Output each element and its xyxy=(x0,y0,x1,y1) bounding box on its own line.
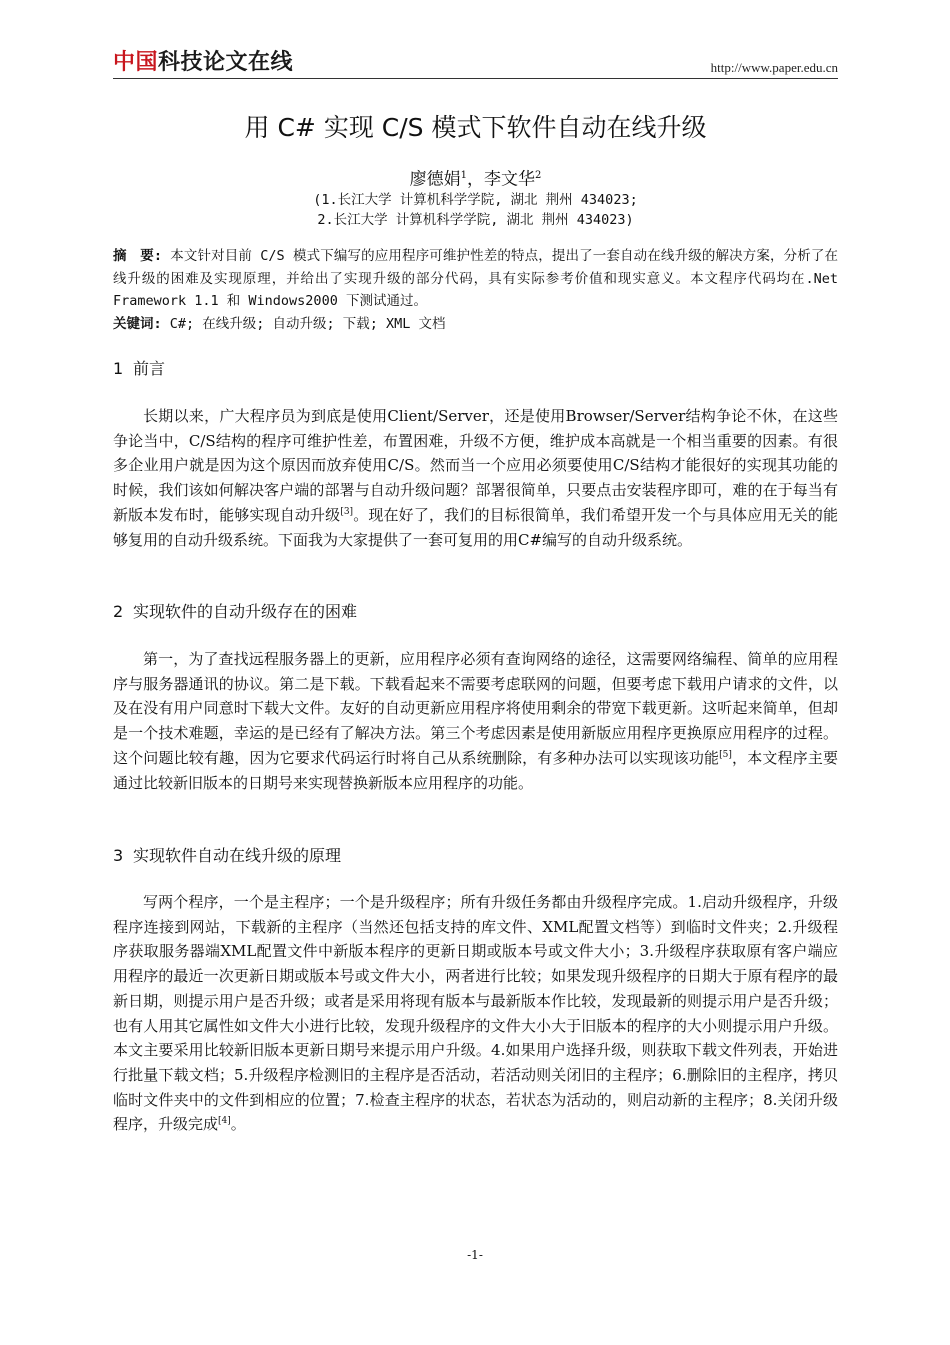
abstract-label: 摘 要: xyxy=(113,248,163,264)
page-header xyxy=(113,50,838,80)
paragraph-text: 。现在好了，我们的目标很简单，我们希望开发一个与具体应用无关的能够复用的自动升级系统。下面我为大家提供了一套可复用的用C#编写的自动升级系统。 xyxy=(113,505,838,549)
section-1-paragraph xyxy=(113,404,838,552)
paragraph-text: 第一，为了查找远程服务器上的更新，应用程序必须有查询网络的途径，这需要网络编程、简单的应用程序与服务器通讯的协议。第二是下载。下载看起来不需要考虑联网的问题，但要考虑下载用户请求的文件，以及在没有用户同意时下载大文件。友好的自动更新应用程序将使用剩余的带宽下载更新。这听起来简单，但却是一个技术难题，幸运的是已经有了解决方法。第三个考虑因素是使用新版应用程序更换原应用程序的过程。这个问题比较有趣，因为它要求代码运行时将自己从系统删除，有多种办法可以实现该功能 xyxy=(113,650,838,767)
paragraph-text: 。 xyxy=(230,1115,246,1134)
citation[interactable]: [4] xyxy=(218,1116,231,1127)
citation[interactable]: [5] xyxy=(719,749,732,760)
author-line xyxy=(113,164,838,192)
section-3-paragraph xyxy=(113,890,838,1137)
section-2-heading xyxy=(113,601,838,623)
section-number: 3 xyxy=(113,846,124,865)
author-1: 廖德娟 xyxy=(409,169,461,190)
keywords-text: C#; 在线升级; 自动升级; 下载; XML 文档 xyxy=(161,316,446,332)
paragraph-text: 写两个程序，一个是主程序；一个是升级程序；所有升级任务都由升级程序完成。1.启动升级程序，升级程序连接到网站，下载新的主程序（当然还包括支持的库文件、XML配置文档等）到临时文件夹；2.升级程序获取服务器端XML配置文件中新版本程序的更新日期或版本号或文件大小；3.升级程序获取原有客户端应用程序的最近一次更新日期或版本号或文件大小，两者进行比较；如果发现升级程序的日期大于原有程序的最新日期，则提示用户是否升级；或者是采用将现有版本与最新版本作比较，发现最新的则提示用户是否升级；也有人用其它属性如文件大小进行比较，发现升级程序的文件大小大于旧版本的程序的大小则提示用户升级。本文主要采用比较新旧版本更新日期号来提示用户升级。4.如果用户选择升级，则获取下载文件列表，开始进行批量下载文档；5.升级程序检测旧的主程序是否活动，若活动则关闭旧的主程序；6.删除旧的主程序，拷贝临时文件夹中的文件到相应的位置；7.检查主程序的状态，若状态为活动的，则启动新的主程序；8.关闭升级程序，升级完成 xyxy=(113,893,838,1134)
section-number: 2 xyxy=(113,602,124,621)
section-title: 前言 xyxy=(133,359,166,378)
page-number: -1- xyxy=(467,1248,483,1262)
author-2-affil-mark: 2 xyxy=(535,170,542,181)
author-2: 李文华 xyxy=(484,169,535,190)
paper-title: 用 C# 实现 C/S 模式下软件自动在线升级 xyxy=(244,113,707,142)
section-number: 1 xyxy=(113,359,124,378)
paragraph-text: 长期以来，广大程序员为到底是使用Client/Server，还是使用Browser/Server结构争论不休，在这些争论当中，C/S结构的程序可维护性差，布置困难，升级不方便，维护成本高就是一个相当重要的因素。有很多企业用户就是因为这个原因而放弃使用C/S。然而当一个应用必须要使用C/S结构才能很好的实现其功能的时候，我们该如何解决客户端的部署与自动升级问题？部署很简单，只要点击安装程序即可，难的在于每当有新版本发布时，能够实现自动升级 xyxy=(113,407,838,524)
section-title: 实现软件自动在线升级的原理 xyxy=(133,846,342,865)
keywords xyxy=(113,313,838,335)
affiliation-1: (1.长江大学 计算机科学学院, 湖北 荆州 434023; xyxy=(313,192,638,208)
section-title: 实现软件的自动升级存在的困难 xyxy=(133,602,358,621)
author-1-affil-mark: 1 xyxy=(460,170,467,181)
citation[interactable]: [3] xyxy=(340,506,354,517)
abstract xyxy=(113,245,838,313)
logo-black-text: 科技论文在线 xyxy=(158,50,294,75)
author-separator: ， xyxy=(467,169,484,190)
keywords-label: 关键词: xyxy=(113,316,162,332)
journal-logo[interactable] xyxy=(113,50,293,76)
section-2-paragraph xyxy=(113,647,838,795)
paragraph-text: ，本文程序主要通过比较新旧版本的日期号来实现替换新版本应用程序的功能。 xyxy=(113,748,838,792)
header-url-link[interactable]: http://www.paper.edu.cn xyxy=(710,60,838,75)
section-1-heading xyxy=(113,358,838,380)
logo-red-text: 中国 xyxy=(113,50,159,75)
section-3-heading xyxy=(113,845,838,867)
header-divider xyxy=(113,78,838,79)
affiliation-2: 2.长江大学 计算机科学学院, 湖北 荆州 434023) xyxy=(317,212,634,228)
abstract-text: 本文针对目前 C/S 模式下编写的应用程序可维护性差的特点，提出了一套自动在线升级的解决方案，分析了在线升级的困难及实现原理，并给出了实现升级的部分代码，具有实际参考价值和现实意义。本文程序代码均在.Net Framework 1.1 和 Windows2000 下测试通过。 xyxy=(113,248,838,309)
